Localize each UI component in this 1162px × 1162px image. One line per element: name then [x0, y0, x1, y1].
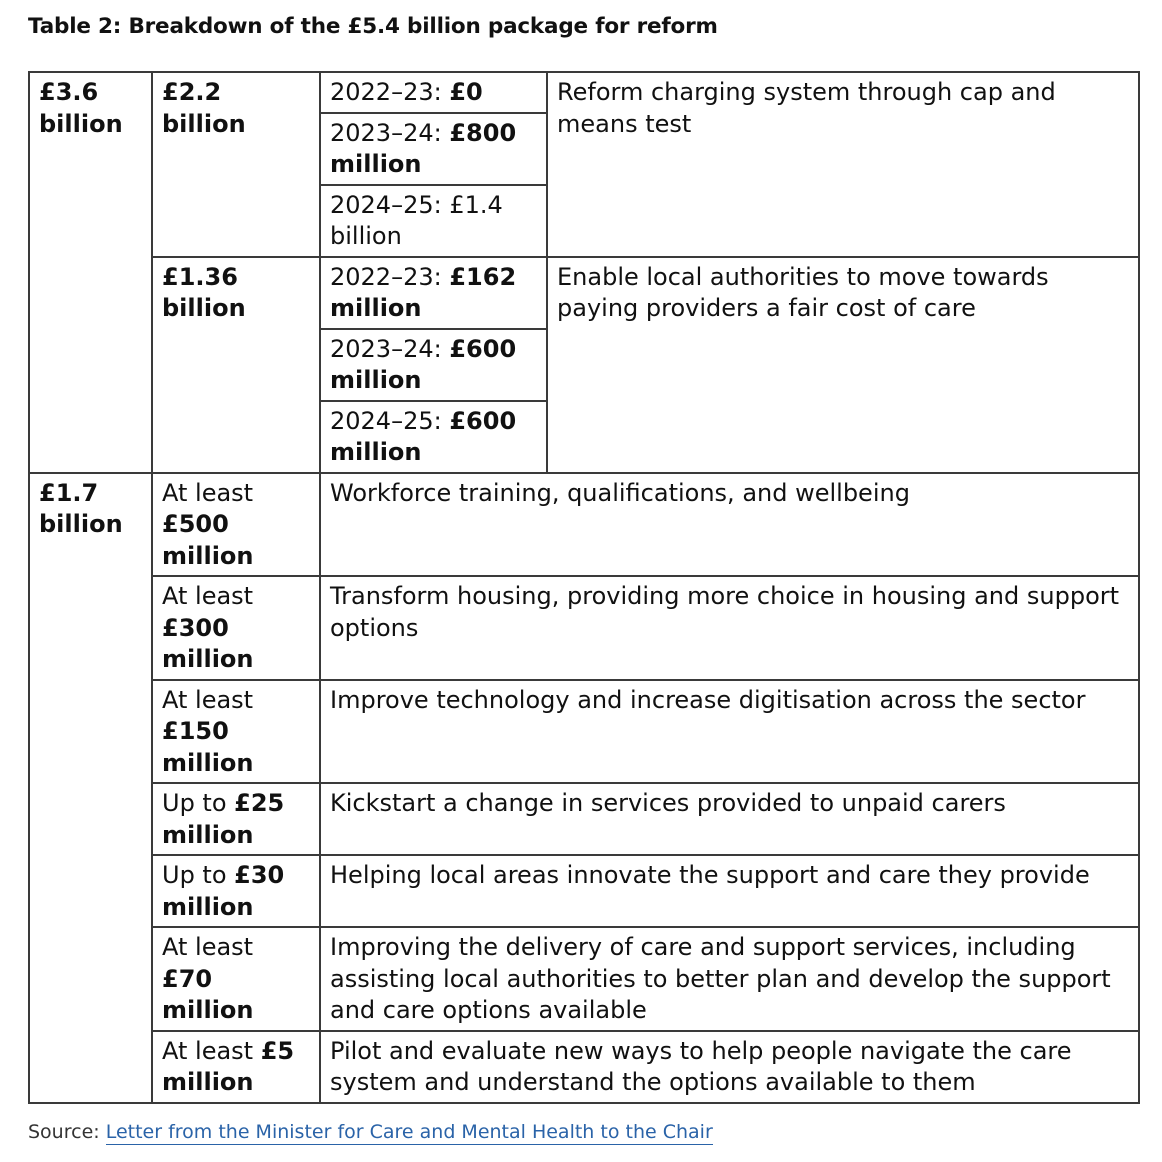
amount-value: £70 million [162, 964, 254, 1024]
funding-breakdown-table [28, 71, 1140, 1104]
year-value: £600 million [330, 334, 517, 394]
table-row [29, 576, 1139, 680]
amount-prefix: At least [162, 582, 254, 610]
table-row [29, 783, 1139, 855]
amount-prefix: At least [162, 685, 254, 714]
year-label: 2022–23: [330, 78, 450, 106]
amount-value: £30 million [162, 861, 285, 921]
amount-cell [152, 783, 320, 855]
system-total-cell: £1.7 billion [29, 473, 152, 1103]
amount-value: £5 million [162, 1036, 295, 1096]
year-value: £162 million [330, 262, 517, 322]
reform-total-cell: £3.6 billion [29, 72, 152, 473]
table-row [29, 855, 1139, 927]
table-row [29, 257, 1139, 329]
amount-value: £500 million [162, 510, 254, 570]
amount-cell [152, 680, 320, 784]
table-row [29, 72, 1139, 113]
amount-prefix: At least [162, 1036, 261, 1065]
amount-value: £300 million [162, 613, 254, 673]
cap-purpose-cell: Reform charging system through cap and means test [547, 72, 1139, 257]
table-row [29, 1031, 1139, 1103]
source-link[interactable]: Letter from the Minister for Care and Mental Health to the Chair [105, 1121, 713, 1143]
purpose-cell: Helping local areas innovate the support and care they provide [320, 855, 1139, 927]
year-value: £0 [449, 78, 483, 106]
source-label: Source: [28, 1121, 106, 1143]
year-value: £600 million [330, 406, 517, 466]
year-cell [320, 72, 547, 113]
year-cell [320, 329, 547, 401]
table-caption: Table 2: Breakdown of the £5.4 billion package for reform [28, 14, 718, 39]
year-label: 2022–23: [330, 262, 450, 291]
year-label: 2023–24: [330, 118, 450, 147]
table-row [29, 927, 1139, 1031]
year-cell [320, 113, 547, 185]
table-row [29, 680, 1139, 784]
year-value: £800 million [330, 118, 517, 178]
amount-cell [152, 576, 320, 680]
amount-prefix: Up to [162, 861, 235, 889]
amount-value: £150 million [162, 717, 254, 777]
cap-amount-cell: £2.2 billion [152, 72, 320, 257]
amount-cell [152, 927, 320, 1031]
purpose-cell: Workforce training, qualifications, and wellbeing [320, 473, 1139, 577]
fair-cost-purpose-cell: Enable local authorities to move towards paying providers a fair cost of care [547, 257, 1139, 473]
table-row [29, 473, 1139, 577]
year-cell [320, 185, 547, 257]
fair-cost-amount-cell: £1.36 billion [152, 257, 320, 473]
purpose-cell: Improving the delivery of care and support services, including assisting local authorities to better plan and develop the support and care options available [320, 927, 1139, 1031]
purpose-cell: Kickstart a change in services provided to unpaid carers [320, 783, 1139, 855]
source-note [28, 1121, 713, 1143]
amount-cell [152, 855, 320, 927]
amount-prefix: At least [162, 478, 254, 507]
amount-prefix: Up to [162, 789, 235, 817]
year-label: 2023–24: [330, 334, 450, 363]
year-cell [320, 401, 547, 473]
amount-cell [152, 1031, 320, 1103]
year-label: 2024–25: £1.4 billion [330, 190, 503, 250]
purpose-cell: Improve technology and increase digitisation across the sector [320, 680, 1139, 784]
purpose-cell: Transform housing, providing more choice in housing and support options [320, 576, 1139, 680]
amount-cell [152, 473, 320, 577]
year-label: 2024–25: [330, 406, 450, 435]
amount-value: £25 million [162, 789, 285, 849]
purpose-cell: Pilot and evaluate new ways to help people navigate the care system and understand the options available to them [320, 1031, 1139, 1103]
amount-prefix: At least [162, 933, 254, 961]
year-cell [320, 257, 547, 329]
